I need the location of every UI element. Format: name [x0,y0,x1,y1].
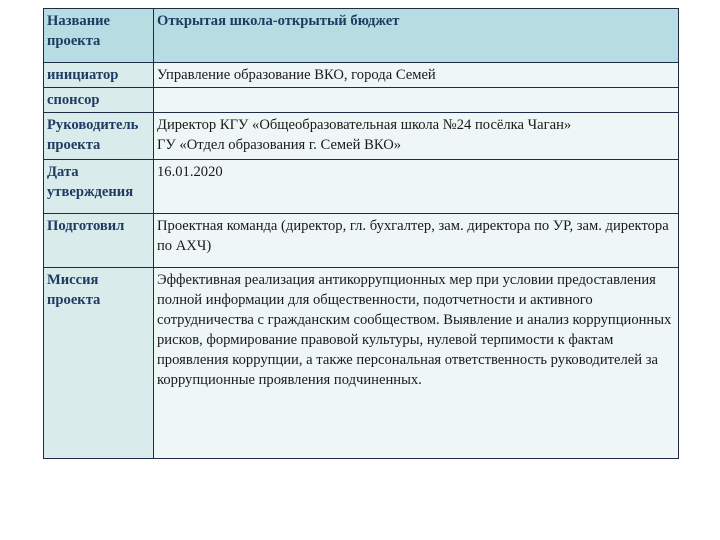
row-value-sponsor [154,88,679,113]
table-row-prepared-by [44,214,679,268]
table-row-initiator [44,63,679,88]
row-label-prepared-by: Подготовил [44,214,154,268]
row-value-mission: Эффективная реализация антикоррупционных мер при условии предоставления полной информации для общественности, подотчетности и активного сотрудничества с гражданским сообществом. Выявление и анализ коррупционных рисков, формирование правовой культуры, нулевой терпимости к фактам проявления коррупции, а также персональная ответственность руководителей за коррупционные проявления подчиненных. [154,268,679,459]
row-label-initiator: инициатор [44,63,154,88]
leader-line-2: ГУ «Отдел образования г. Семей ВКО» [157,137,402,153]
row-value-leader [154,113,679,160]
row-value-prepared-by: Проектная команда (директор, гл. бухгалтер, зам. директора по УР, зам. директора по АХЧ) [154,214,679,268]
table-row-leader [44,113,679,160]
leader-line-1: Директор КГУ «Общеобразовательная школа №24 посёлка Чаган» [157,117,572,133]
row-label-approval-date: Дата утверждения [44,160,154,214]
table-row-sponsor [44,88,679,113]
row-value-title: Открытая школа-открытый бюджет [154,9,679,63]
row-label-mission: Миссия проекта [44,268,154,459]
table-row-mission [44,268,679,459]
table-row-approval-date [44,160,679,214]
row-label-leader: Руководитель проекта [44,113,154,160]
row-label-title: Название проекта [44,9,154,63]
project-passport-table [43,8,679,459]
table-row-title [44,9,679,63]
row-value-initiator: Управление образование ВКО, города Семей [154,63,679,88]
row-value-approval-date: 16.01.2020 [154,160,679,214]
row-label-sponsor: спонсор [44,88,154,113]
